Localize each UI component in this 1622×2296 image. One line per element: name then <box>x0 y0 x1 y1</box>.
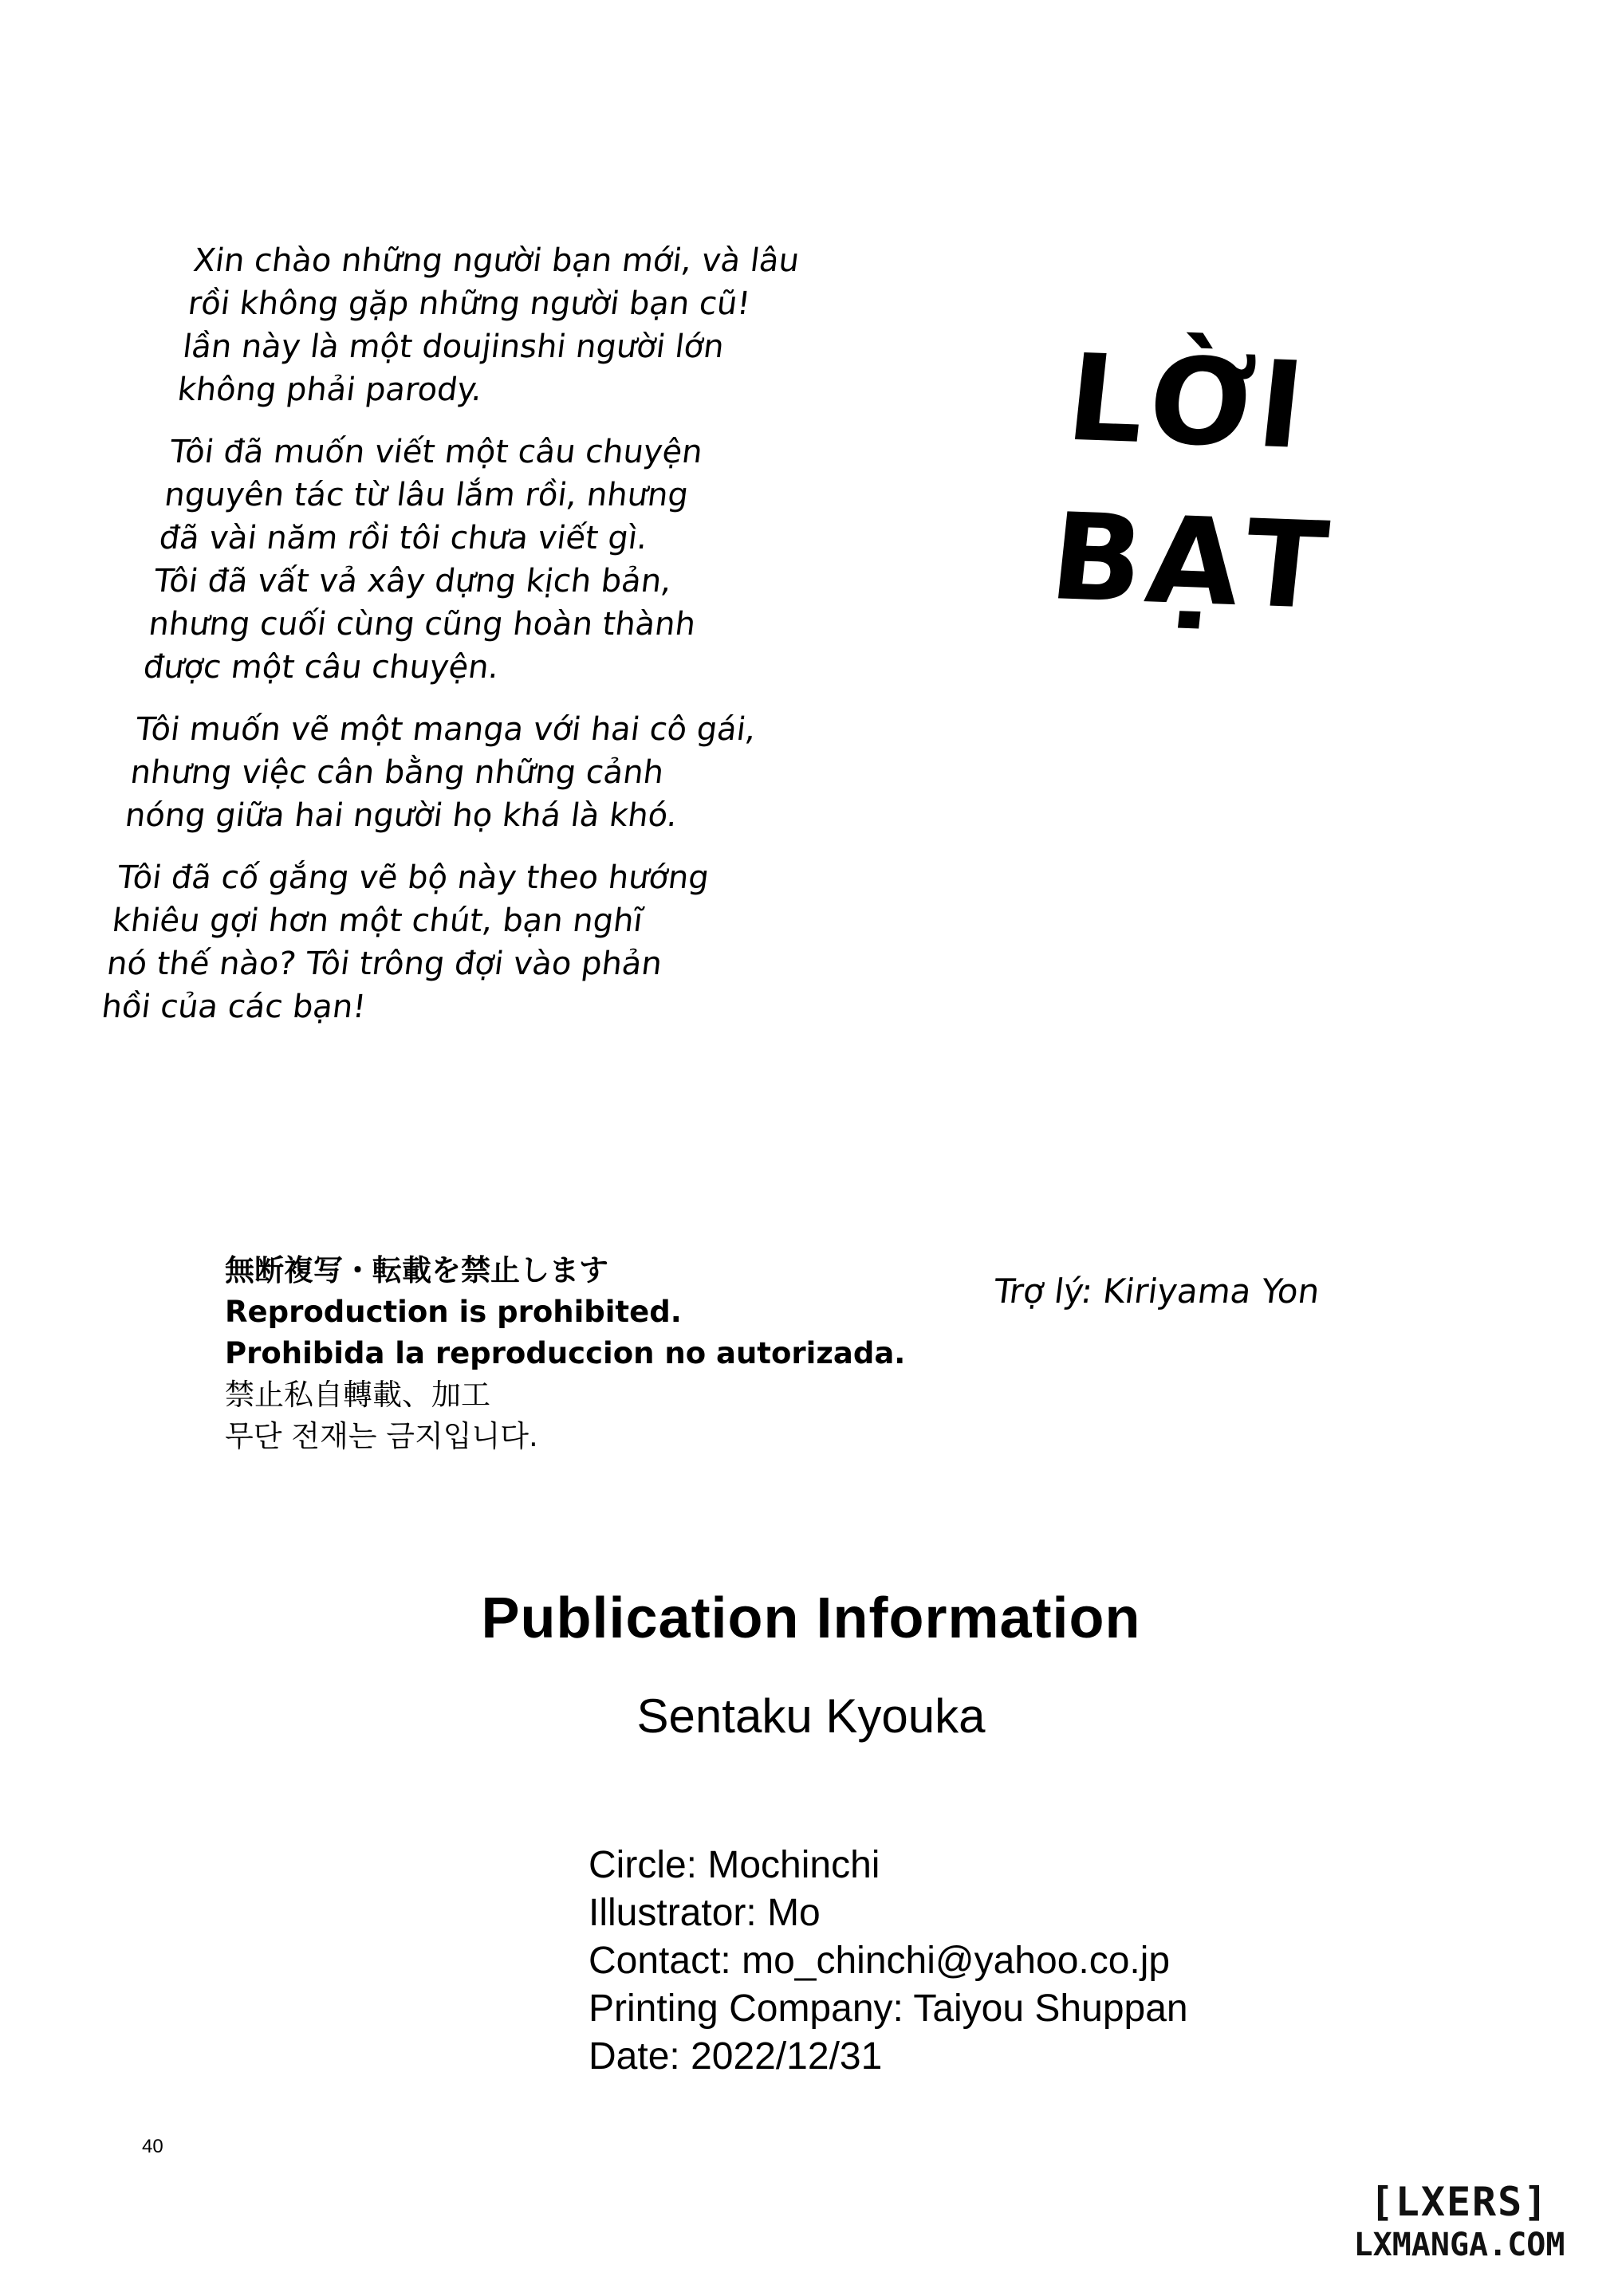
publication-contact: Contact: mo_chinchi@yahoo.co.jp <box>589 1940 1171 1982</box>
notice-korean: 무단 전재는 금지입니다. <box>225 1419 538 1453</box>
afterword-paragraph-3: Tôi muốn vẽ một manga với hai cô gái, nhưng việc cân bằng những cảnh nóng giữa hai người họ khá là khó. <box>123 711 758 834</box>
afterword-title-line-2: BẠT <box>1044 488 1339 637</box>
publication-heading: Publication Information <box>481 1586 1141 1650</box>
publication-date: Date: 2022/12/31 <box>589 2035 883 2078</box>
afterword-body <box>96 239 914 1048</box>
notice-chinese: 禁止私自轉載、加工 <box>225 1378 490 1412</box>
publication-circle: Circle: Mochinchi <box>589 1844 880 1886</box>
copyright-notice <box>225 1250 943 1457</box>
watermark-line-2: LXMANGA.COM <box>1353 2227 1565 2263</box>
afterword-title <box>1043 319 1396 648</box>
notice-japanese: 無断複写・転載を禁止します <box>225 1253 608 1288</box>
publication-printing-company: Printing Company: Taiyou Shuppan <box>589 1987 1188 2030</box>
watermark-line-1: [LXERS] <box>1369 2179 1549 2225</box>
notice-spanish: Prohibida la reproduccion no autorizada. <box>225 1336 906 1370</box>
page-number: 40 <box>142 2136 163 2157</box>
notice-english: Reproduction is prohibited. <box>225 1295 682 1329</box>
afterword-title-line-1: LỜI <box>1061 328 1315 476</box>
site-watermark <box>1332 2179 1587 2265</box>
publication-illustrator: Illustrator: Mo <box>589 1892 821 1934</box>
publication-details <box>589 1842 1188 2081</box>
afterword-paragraph-1: Xin chào những người bạn mới, và lâu rồi không gặp những người bạn cũ! lần này là một doujinshi người lớn không phải parody. <box>175 242 801 408</box>
afterword-paragraph-2: Tôi đã muốn viết một câu chuyện nguyên tác từ lâu lắm rồi, nhưng đã vài năm rồi tôi chưa viết gì. Tôi đã vất vả xây dựng kịch bản, nhưng cuối cùng cũng hoàn thành được một câu chuyện. <box>141 434 705 686</box>
afterword-paragraph-4: Tôi đã cố gắng vẽ bộ này theo hướng khiêu gợi hơn một chút, bạn nghĩ nó thế nào? Tôi trông đợi vào phản hồi của các bạn! <box>99 859 711 1025</box>
publication-work-title: Sentaku Kyouka <box>636 1689 986 1743</box>
assistant-credit: Trợ lý: Kiriyama Yon <box>991 1272 1322 1311</box>
